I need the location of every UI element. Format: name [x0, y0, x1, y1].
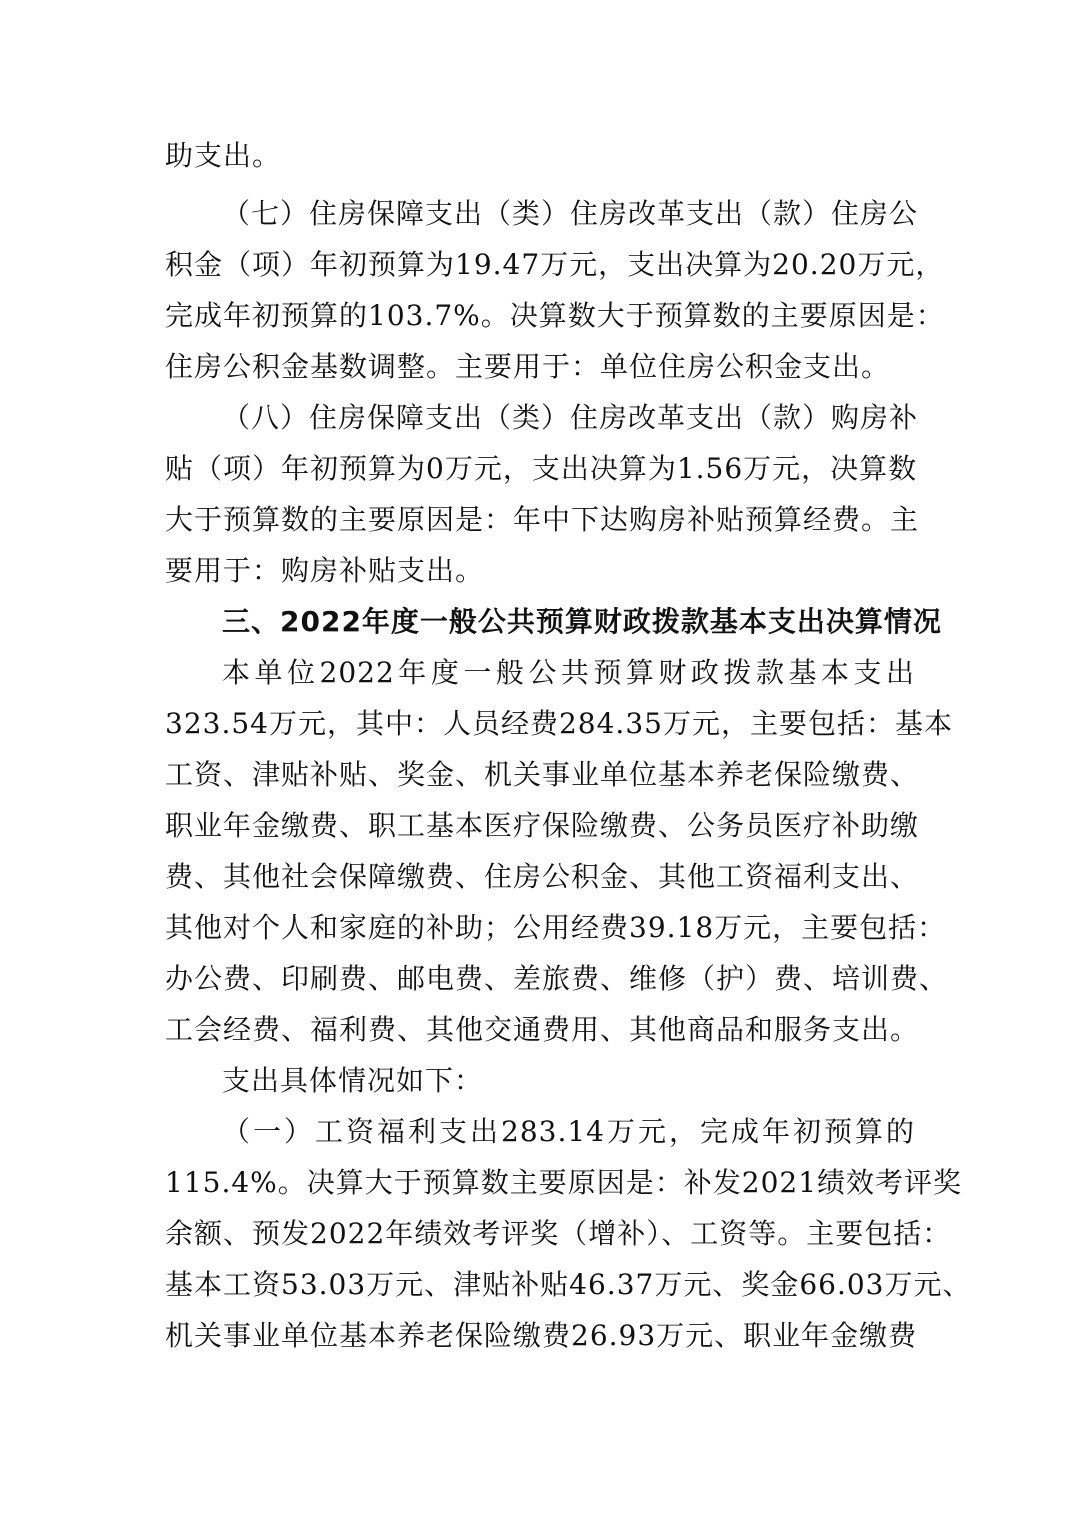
paragraph-line: 费、其他社会保障缴费、住房公积金、其他工资福利支出、: [165, 860, 920, 893]
paragraph-line: 完成年初预算的103.7%。决算数大于预算数的主要原因是：: [165, 299, 945, 332]
paragraph-line: （八）住房保障支出（类）住房改革支出（款）购房补: [222, 401, 919, 434]
paragraph-line: 机关事业单位基本养老保险缴费26.93万元、职业年金缴费: [165, 1319, 918, 1352]
paragraph-line: 本单位2022年度一般公共预算财政拨款基本支出: [222, 656, 915, 689]
paragraph-line: 其他对个人和家庭的补助；公用经费39.18万元，主要包括：: [165, 911, 947, 944]
paragraph-line: 助支出。: [165, 139, 282, 172]
paragraph-line: 115.4%。决算大于预算数主要原因是：补发2021绩效考评奖: [165, 1166, 963, 1199]
paragraph-line: 要用于：购房补贴支出。: [165, 554, 485, 587]
paragraph-line: 工资、津贴补贴、奖金、机关事业单位基本养老保险缴费、: [165, 758, 920, 791]
paragraph-line: 办公费、印刷费、邮电费、差旅费、维修（护）费、培训费、: [165, 962, 949, 995]
paragraph-line: 工会经费、福利费、其他交通费用、其他商品和服务支出。: [165, 1013, 920, 1046]
paragraph-line: 支出具体情况如下：: [222, 1064, 484, 1097]
paragraph-line: 大于预算数的主要原因是：年中下达购房补贴预算经费。主: [165, 503, 920, 536]
section-heading: 三、2022年度一般公共预算财政拨款基本支出决算情况: [222, 605, 942, 638]
paragraph-line: 基本工资53.03万元、津贴补贴46.37万元、奖金66.03万元、: [165, 1268, 972, 1301]
paragraph-line: （一）工资福利支出283.14万元，完成年初预算的: [222, 1115, 915, 1148]
paragraph-line: 余额、预发2022年绩效考评奖（增补）、工资等。主要包括：: [165, 1217, 952, 1250]
paragraph-line: 贴（项）年初预算为0万元，支出决算为1.56万元，决算数: [165, 452, 918, 485]
paragraph-line: 住房公积金基数调整。主要用于：单位住房公积金支出。: [165, 350, 891, 383]
paragraph-line: 323.54万元，其中：人员经费284.35万元，主要包括：基本: [165, 707, 953, 740]
paragraph-line: 职业年金缴费、职工基本医疗保险缴费、公务员医疗补助缴: [165, 809, 920, 842]
paragraph-line: 积金（项）年初预算为19.47万元，支出决算为20.20万元，: [165, 248, 945, 281]
paragraph-line: （七）住房保障支出（类）住房改革支出（款）住房公: [222, 197, 919, 230]
